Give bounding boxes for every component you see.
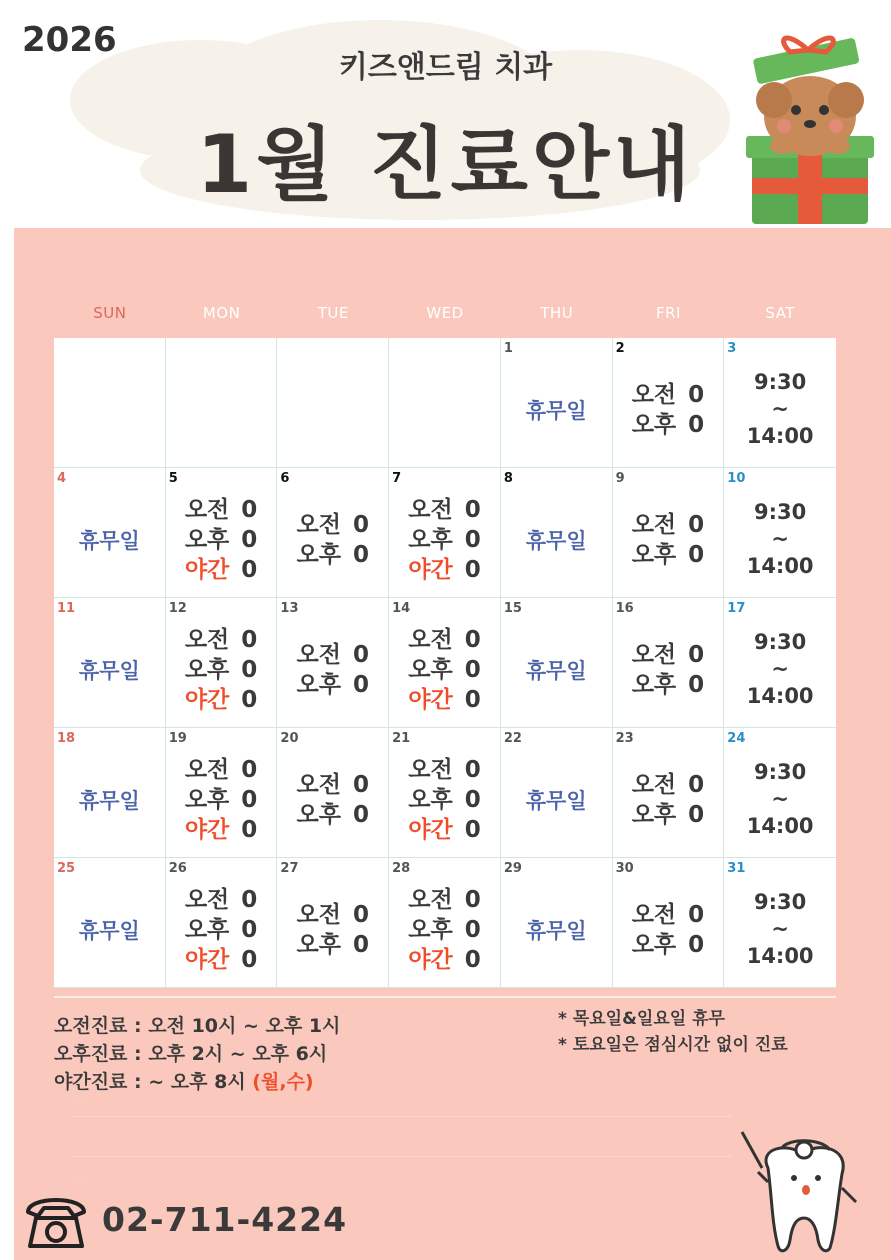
slot-label: 오전 <box>184 756 230 783</box>
day-number: 25 <box>57 861 76 876</box>
calendar-cell <box>54 468 166 598</box>
saturday-hours-tilde: ~ <box>771 917 789 941</box>
slot-count: 0 <box>464 626 481 653</box>
tooth-doctor-illustration <box>738 1128 868 1254</box>
day-content <box>613 618 724 721</box>
memo-line <box>72 1116 732 1117</box>
slot-pm <box>408 785 480 815</box>
day-number: 30 <box>615 861 634 876</box>
calendar-cell <box>277 728 389 858</box>
day-number: 17 <box>727 601 746 616</box>
header <box>0 0 891 228</box>
calendar-cell <box>166 858 278 988</box>
day-number: 12 <box>168 601 187 616</box>
slot-label: 오후 <box>631 541 677 568</box>
slot-count: 0 <box>688 931 705 958</box>
calendar-cell <box>54 338 166 468</box>
slot-count: 0 <box>688 381 705 408</box>
weekday-mon: MON <box>202 304 241 322</box>
slot-count: 0 <box>464 916 481 943</box>
slot-am <box>297 900 369 930</box>
slot-am <box>297 770 369 800</box>
slot-label: 오전 <box>296 901 341 928</box>
slot-pm <box>632 930 704 960</box>
slot-pm <box>632 800 704 830</box>
slot-count: 0 <box>241 556 258 583</box>
slot-count: 0 <box>241 626 258 653</box>
slot-am <box>408 625 480 655</box>
calendar-cell <box>724 858 836 988</box>
slot-count: 0 <box>241 686 258 713</box>
slot-pm <box>408 915 480 945</box>
slot-pm <box>185 655 257 685</box>
day-number: 8 <box>503 471 513 486</box>
note-closed-days: * 목요일&일요일 휴무 <box>558 1009 725 1029</box>
slot-count: 0 <box>688 641 705 668</box>
day-content <box>724 358 836 461</box>
day-content <box>54 488 165 591</box>
calendar-cell <box>613 728 725 858</box>
day-content <box>501 878 612 981</box>
day-number: 24 <box>727 731 746 746</box>
day-number: 2 <box>615 341 625 356</box>
weekday-thu: THU <box>540 304 574 322</box>
day-number: 22 <box>503 731 522 746</box>
slot-label: 오후 <box>184 916 230 943</box>
day-content <box>277 618 388 721</box>
calendar-cell <box>613 598 725 728</box>
calendar-cell <box>724 468 836 598</box>
calendar-cell <box>166 338 278 468</box>
day-number: 27 <box>280 861 299 876</box>
saturday-hours-close: 14:00 <box>746 684 814 708</box>
calendar-cell <box>166 468 278 598</box>
day-number: 31 <box>727 861 746 876</box>
closed-label: 휴무일 <box>78 918 140 943</box>
slot-pm <box>408 525 480 555</box>
day-content <box>501 618 612 721</box>
day-number: 14 <box>392 601 411 616</box>
slot-am <box>297 510 369 540</box>
slot-label: 야간 <box>408 556 453 583</box>
closed-label: 휴무일 <box>525 658 587 683</box>
slot-label: 오후 <box>408 916 453 943</box>
slot-count: 0 <box>688 411 705 438</box>
day-number: 11 <box>57 601 76 616</box>
slot-label: 오전 <box>408 886 453 913</box>
slot-am <box>185 885 257 915</box>
calendar-cell <box>501 598 613 728</box>
calendar-cell <box>54 728 166 858</box>
hours-pm: 오후진료 : 오후 2시 ~ 오후 6시 <box>54 1043 328 1065</box>
memo-checkbox <box>74 1134 85 1145</box>
saturday-hours-tilde: ~ <box>771 397 789 421</box>
slot-pm <box>297 670 369 700</box>
calendar-cell <box>724 598 836 728</box>
day-number: 10 <box>727 471 746 486</box>
slot-am <box>632 380 704 410</box>
saturday-hours-open: 9:30 <box>754 630 807 654</box>
day-number: 6 <box>280 471 290 486</box>
slot-label: 오전 <box>408 756 453 783</box>
closed-label: 휴무일 <box>78 788 140 813</box>
day-number: 7 <box>392 471 402 486</box>
closed-label: 휴무일 <box>525 788 587 813</box>
slot-count: 0 <box>688 511 705 538</box>
slot-pm <box>185 915 257 945</box>
weekday-tue: TUE <box>317 304 349 322</box>
weekday-wed: WED <box>426 304 464 322</box>
slot-count: 0 <box>688 801 705 828</box>
slot-count: 0 <box>352 801 369 828</box>
slot-count: 0 <box>464 756 481 783</box>
slot-count: 0 <box>688 541 705 568</box>
slot-count: 0 <box>688 901 705 928</box>
slot-label: 오전 <box>631 381 677 408</box>
saturday-hours-tilde: ~ <box>771 527 789 551</box>
slot-am <box>632 770 704 800</box>
calendar-cell <box>277 598 389 728</box>
slot-count: 0 <box>241 756 258 783</box>
calendar-cell <box>166 598 278 728</box>
hours-night-text: 야간진료 : ~ 오후 8시 <box>54 1071 253 1093</box>
hours-am: 오전진료 : 오전 10시 ~ 오후 1시 <box>54 1015 341 1037</box>
day-content <box>613 878 724 981</box>
calendar-cell <box>54 598 166 728</box>
calendar-cell <box>613 858 725 988</box>
day-content <box>389 748 500 851</box>
calendar-cell <box>389 858 501 988</box>
slot-count: 0 <box>464 816 481 843</box>
slot-label: 오전 <box>296 771 341 798</box>
slot-count: 0 <box>241 946 258 973</box>
slot-label: 오전 <box>184 496 230 523</box>
day-number: 26 <box>168 861 187 876</box>
slot-count: 0 <box>464 656 481 683</box>
slot-label: 오전 <box>296 511 341 538</box>
saturday-hours-close: 14:00 <box>746 424 814 448</box>
day-content <box>166 618 277 721</box>
hours-night <box>54 1068 340 1096</box>
telephone-icon <box>22 1190 90 1252</box>
saturday-hours-close: 14:00 <box>746 554 814 578</box>
slot-label: 오전 <box>296 641 341 668</box>
slot-label: 오전 <box>631 901 677 928</box>
closed-label: 휴무일 <box>78 528 140 553</box>
slot-count: 0 <box>352 771 369 798</box>
slot-count: 0 <box>464 686 481 713</box>
day-content <box>166 878 277 981</box>
weekday-sun: SUN <box>93 304 127 322</box>
day-content <box>277 748 388 851</box>
day-number: 29 <box>503 861 522 876</box>
slot-night <box>408 815 480 845</box>
slot-am <box>632 640 704 670</box>
day-content <box>724 618 836 721</box>
calendar-cell <box>389 598 501 728</box>
day-number: 16 <box>615 601 634 616</box>
day-number: 4 <box>57 471 67 486</box>
phone-number[interactable]: 02-711-4224 <box>102 1200 348 1239</box>
slot-label: 오전 <box>631 641 677 668</box>
calendar-cell <box>277 858 389 988</box>
slot-count: 0 <box>241 816 258 843</box>
calendar-cell <box>501 468 613 598</box>
day-number: 15 <box>503 601 522 616</box>
slot-label: 오후 <box>408 526 453 553</box>
slot-label: 오후 <box>296 671 341 698</box>
memo-checkbox <box>74 1096 85 1107</box>
slot-pm <box>408 655 480 685</box>
slot-am <box>185 755 257 785</box>
saturday-hours-open: 9:30 <box>754 760 807 784</box>
day-number: 1 <box>503 341 513 356</box>
saturday-hours-tilde: ~ <box>771 657 789 681</box>
day-content <box>724 488 836 591</box>
slot-label: 야간 <box>184 686 230 713</box>
slot-label: 오전 <box>408 496 453 523</box>
slot-label: 야간 <box>408 816 453 843</box>
day-number: 21 <box>392 731 411 746</box>
day-content <box>277 878 388 981</box>
slot-label: 오후 <box>296 541 341 568</box>
hours-night-days: (월,수) <box>252 1071 314 1093</box>
slot-night <box>185 815 257 845</box>
slot-label: 야간 <box>408 946 453 973</box>
day-number: 20 <box>280 731 299 746</box>
day-content <box>724 748 836 851</box>
slot-label: 오후 <box>408 656 453 683</box>
day-content <box>613 358 724 461</box>
day-number: 9 <box>615 471 625 486</box>
saturday-hours-open: 9:30 <box>754 370 807 394</box>
calendar-cell <box>54 858 166 988</box>
day-content <box>724 878 836 981</box>
day-content <box>501 358 612 461</box>
slot-count: 0 <box>241 496 258 523</box>
calendar-grid <box>54 338 836 988</box>
calendar-cell <box>277 338 389 468</box>
slot-night <box>408 555 480 585</box>
page-title: 1월 진료안내 <box>196 118 695 211</box>
day-content <box>501 748 612 851</box>
calendar-cell <box>389 468 501 598</box>
slot-label: 오후 <box>631 801 677 828</box>
day-content <box>54 748 165 851</box>
slot-night <box>408 945 480 975</box>
slot-count: 0 <box>241 526 258 553</box>
slot-am <box>408 755 480 785</box>
calendar-cell <box>389 338 501 468</box>
day-number: 3 <box>727 341 737 356</box>
closed-label: 휴무일 <box>78 658 140 683</box>
day-number: 23 <box>615 731 634 746</box>
memo-line <box>72 1156 732 1157</box>
year: 2026 <box>22 20 117 60</box>
calendar-cell <box>613 468 725 598</box>
slot-count: 0 <box>464 946 481 973</box>
slot-am <box>297 640 369 670</box>
slot-night <box>185 555 257 585</box>
slot-pm <box>632 410 704 440</box>
slot-label: 오후 <box>296 931 341 958</box>
slot-label: 야간 <box>184 946 230 973</box>
slot-am <box>408 885 480 915</box>
slot-label: 오후 <box>184 786 230 813</box>
closed-label: 휴무일 <box>525 528 587 553</box>
slot-am <box>185 495 257 525</box>
day-number: 13 <box>280 601 299 616</box>
slot-label: 오후 <box>296 801 341 828</box>
day-content <box>389 618 500 721</box>
slot-pm <box>297 540 369 570</box>
slot-count: 0 <box>241 786 258 813</box>
slot-label: 야간 <box>184 816 230 843</box>
saturday-hours-tilde: ~ <box>771 787 789 811</box>
day-content <box>54 618 165 721</box>
calendar-cell <box>501 858 613 988</box>
slot-count: 0 <box>688 671 705 698</box>
slot-count: 0 <box>464 886 481 913</box>
day-number: 19 <box>168 731 187 746</box>
slot-pm <box>632 540 704 570</box>
day-content <box>54 878 165 981</box>
slot-label: 오후 <box>631 931 677 958</box>
slot-label: 오후 <box>408 786 453 813</box>
slot-night <box>185 685 257 715</box>
weekday-sat: SAT <box>765 304 795 322</box>
memo-checkbox <box>74 1172 85 1183</box>
slot-am <box>185 625 257 655</box>
slot-label: 야간 <box>408 686 453 713</box>
day-content <box>501 488 612 591</box>
slot-label: 오전 <box>184 886 230 913</box>
slot-night <box>185 945 257 975</box>
notes <box>558 1006 788 1058</box>
note-saturday: * 토요일은 점심시간 없이 진료 <box>558 1035 788 1055</box>
slot-count: 0 <box>241 656 258 683</box>
calendar-cell <box>724 338 836 468</box>
slot-count: 0 <box>241 886 258 913</box>
calendar-cell <box>501 338 613 468</box>
slot-am <box>632 900 704 930</box>
slot-pm <box>632 670 704 700</box>
saturday-hours-close: 14:00 <box>746 814 814 838</box>
closed-label: 휴무일 <box>525 918 587 943</box>
slot-label: 오후 <box>631 671 677 698</box>
slot-count: 0 <box>352 541 369 568</box>
slot-count: 0 <box>688 771 705 798</box>
clinic-hours <box>54 1012 340 1096</box>
slot-count: 0 <box>352 901 369 928</box>
day-content <box>389 878 500 981</box>
gift-puppy-illustration <box>746 30 874 226</box>
slot-am <box>632 510 704 540</box>
slot-label: 야간 <box>184 556 230 583</box>
slot-pm <box>185 785 257 815</box>
slot-count: 0 <box>464 786 481 813</box>
slot-pm <box>185 525 257 555</box>
day-number: 5 <box>168 471 178 486</box>
saturday-hours-open: 9:30 <box>754 500 807 524</box>
closed-label: 휴무일 <box>525 398 587 423</box>
calendar-cell <box>613 338 725 468</box>
weekday-fri: FRI <box>655 304 681 322</box>
day-content <box>613 748 724 851</box>
slot-count: 0 <box>464 526 481 553</box>
slot-count: 0 <box>352 931 369 958</box>
slot-pm <box>297 800 369 830</box>
calendar-cell <box>724 728 836 858</box>
slot-label: 오전 <box>631 771 677 798</box>
day-content <box>613 488 724 591</box>
slot-count: 0 <box>464 496 481 523</box>
day-content <box>277 488 388 591</box>
calendar-cell <box>501 728 613 858</box>
day-content <box>389 488 500 591</box>
slot-label: 오전 <box>408 626 453 653</box>
slot-count: 0 <box>241 916 258 943</box>
calendar-cell <box>389 728 501 858</box>
slot-label: 오후 <box>184 656 230 683</box>
slot-night <box>408 685 480 715</box>
clinic-name: 키즈앤드림 치과 <box>338 50 553 85</box>
day-number: 18 <box>57 731 76 746</box>
divider <box>54 996 836 998</box>
slot-count: 0 <box>352 641 369 668</box>
calendar-cell <box>166 728 278 858</box>
weekday-header <box>54 304 836 330</box>
slot-count: 0 <box>352 511 369 538</box>
saturday-hours-open: 9:30 <box>754 890 807 914</box>
slot-count: 0 <box>464 556 481 583</box>
slot-label: 오전 <box>631 511 677 538</box>
saturday-hours-close: 14:00 <box>746 944 814 968</box>
day-number: 28 <box>392 861 411 876</box>
calendar-cell <box>277 468 389 598</box>
slot-label: 오후 <box>631 411 677 438</box>
slot-pm <box>297 930 369 960</box>
slot-count: 0 <box>352 671 369 698</box>
slot-label: 오전 <box>184 626 230 653</box>
slot-am <box>408 495 480 525</box>
day-content <box>166 488 277 591</box>
day-content <box>166 748 277 851</box>
slot-label: 오후 <box>184 526 230 553</box>
